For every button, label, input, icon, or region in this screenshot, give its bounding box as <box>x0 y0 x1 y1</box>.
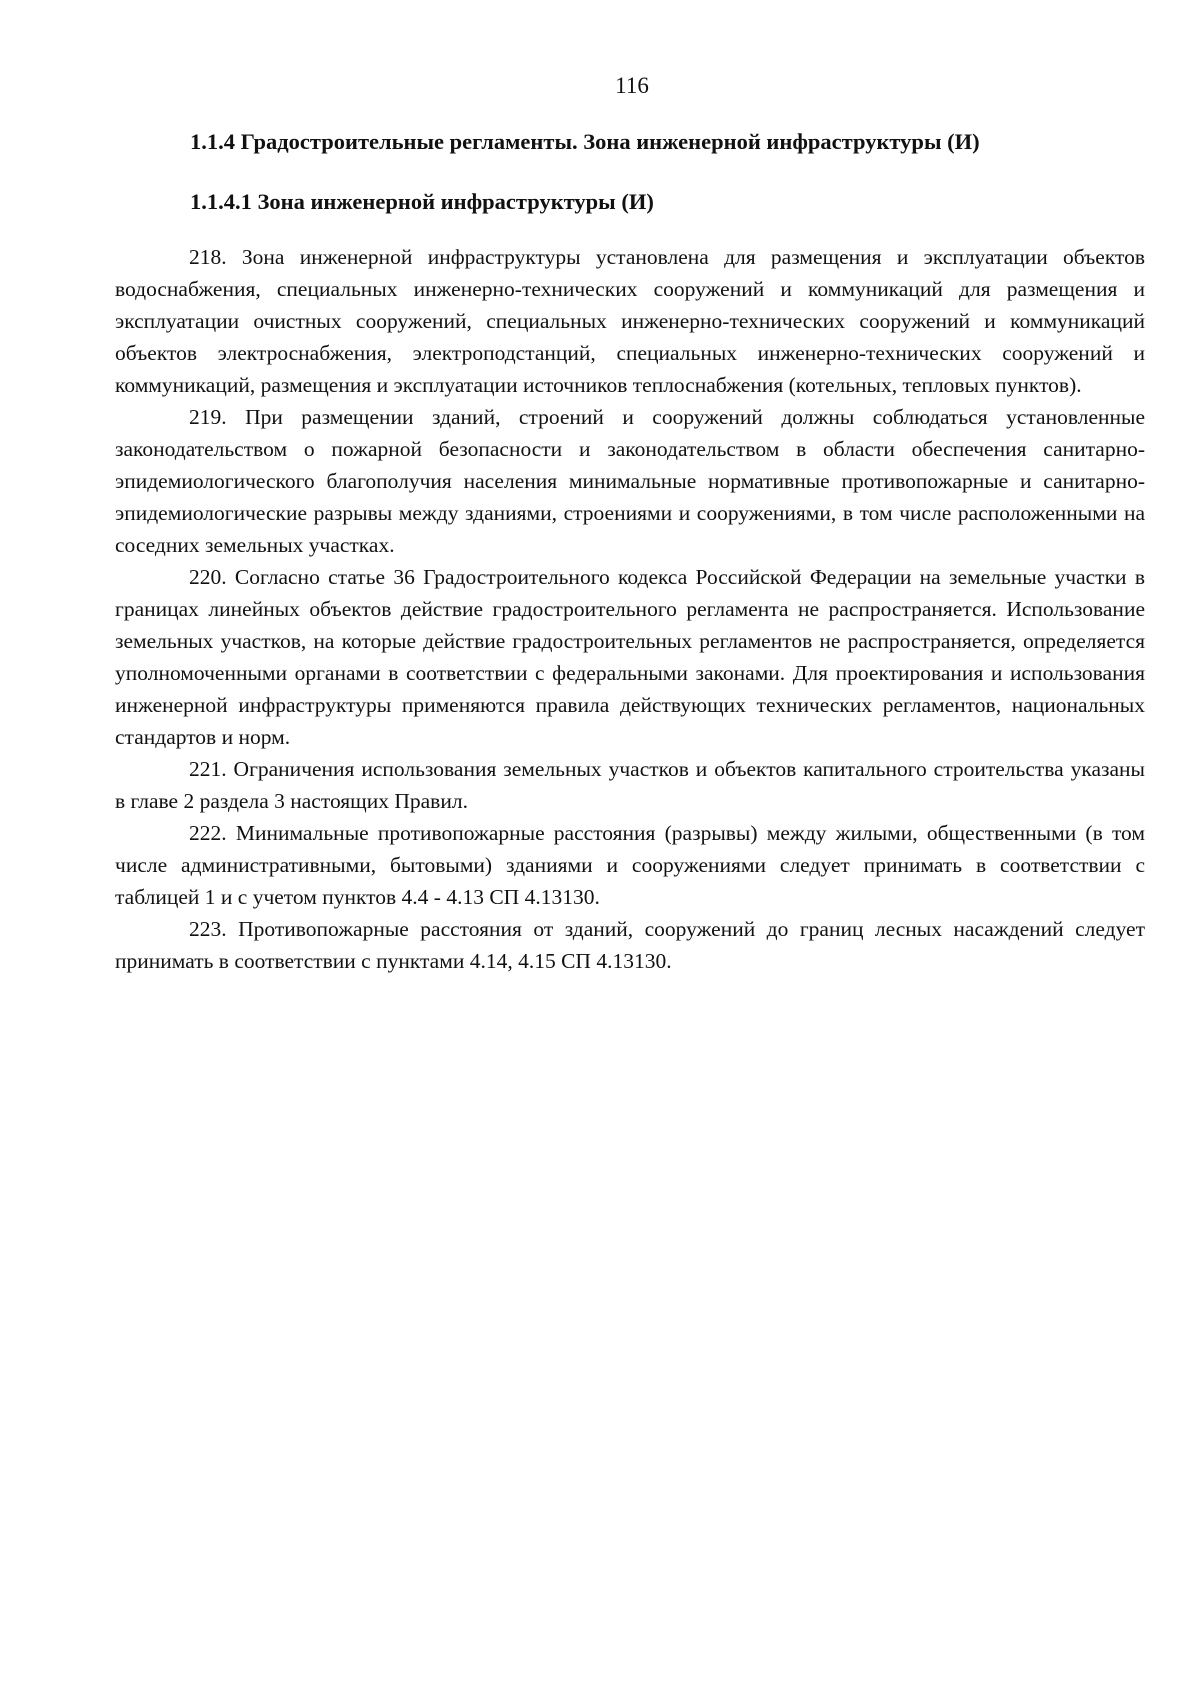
subsection-heading: 1.1.4.1 Зона инженерной инфраструктуры (И) <box>190 189 654 214</box>
paragraph-219: 219. При размещении зданий, строений и сооружений должны соблюдаться установленные законодательством о пожарной безопасности и законодательством в области обеспечения санитарно-эпидемиологического благополучия населения минимальные нормативные противопожарные и санитарно-эпидемиологические разрывы между зданиями, строениями и сооружениями, в том числе расположенными на соседних земельных участках. <box>115 405 1145 557</box>
paragraph-222: 222. Минимальные противопожарные расстояния (разрывы) между жилыми, общественными (в том числе административными, бытовыми) зданиями и сооружениями следует принимать в соответствии с таблицей 1 и с учетом пунктов 4.4 - 4.13 СП 4.13130. <box>115 821 1145 909</box>
document-body <box>115 241 1145 977</box>
section-heading: 1.1.4 Градостроительные регламенты. Зона инженерной инфраструктуры (И) <box>190 129 980 154</box>
paragraph-220: 220. Согласно статье 36 Градостроительного кодекса Российской Федерации на земельные участки в границах линейных объектов действие градостроительного регламента не распространяется. Использование земельных участков, на которые действие градостроительных регламентов не распространяется, определяется уполномоченными органами в соответствии с федеральными законами. Для проектирования и использования инженерной инфраструктуры применяются правила действующих технических регламентов, национальных стандартов и норм. <box>115 565 1145 749</box>
paragraph-223: 223. Противопожарные расстояния от зданий, сооружений до границ лесных насаждений следует принимать в соответствии с пунктами 4.14, 4.15 СП 4.13130. <box>115 917 1145 973</box>
paragraph-218: 218. Зона инженерной инфраструктуры установлена для размещения и эксплуатации объектов водоснабжения, специальных инженерно-технических сооружений и коммуникаций для размещения и эксплуатации очистных сооружений, специальных инженерно-технических сооружений и коммуникаций объектов электроснабжения, электроподстанций, специальных инженерно-технических сооружений и коммуникаций, размещения и эксплуатации источников теплоснабжения (котельных, тепловых пунктов). <box>115 245 1145 397</box>
paragraph-221: 221. Ограничения использования земельных участков и объектов капитального строительства указаны в главе 2 раздела 3 настоящих Правил. <box>115 757 1145 813</box>
page-number: 116 <box>615 73 649 98</box>
